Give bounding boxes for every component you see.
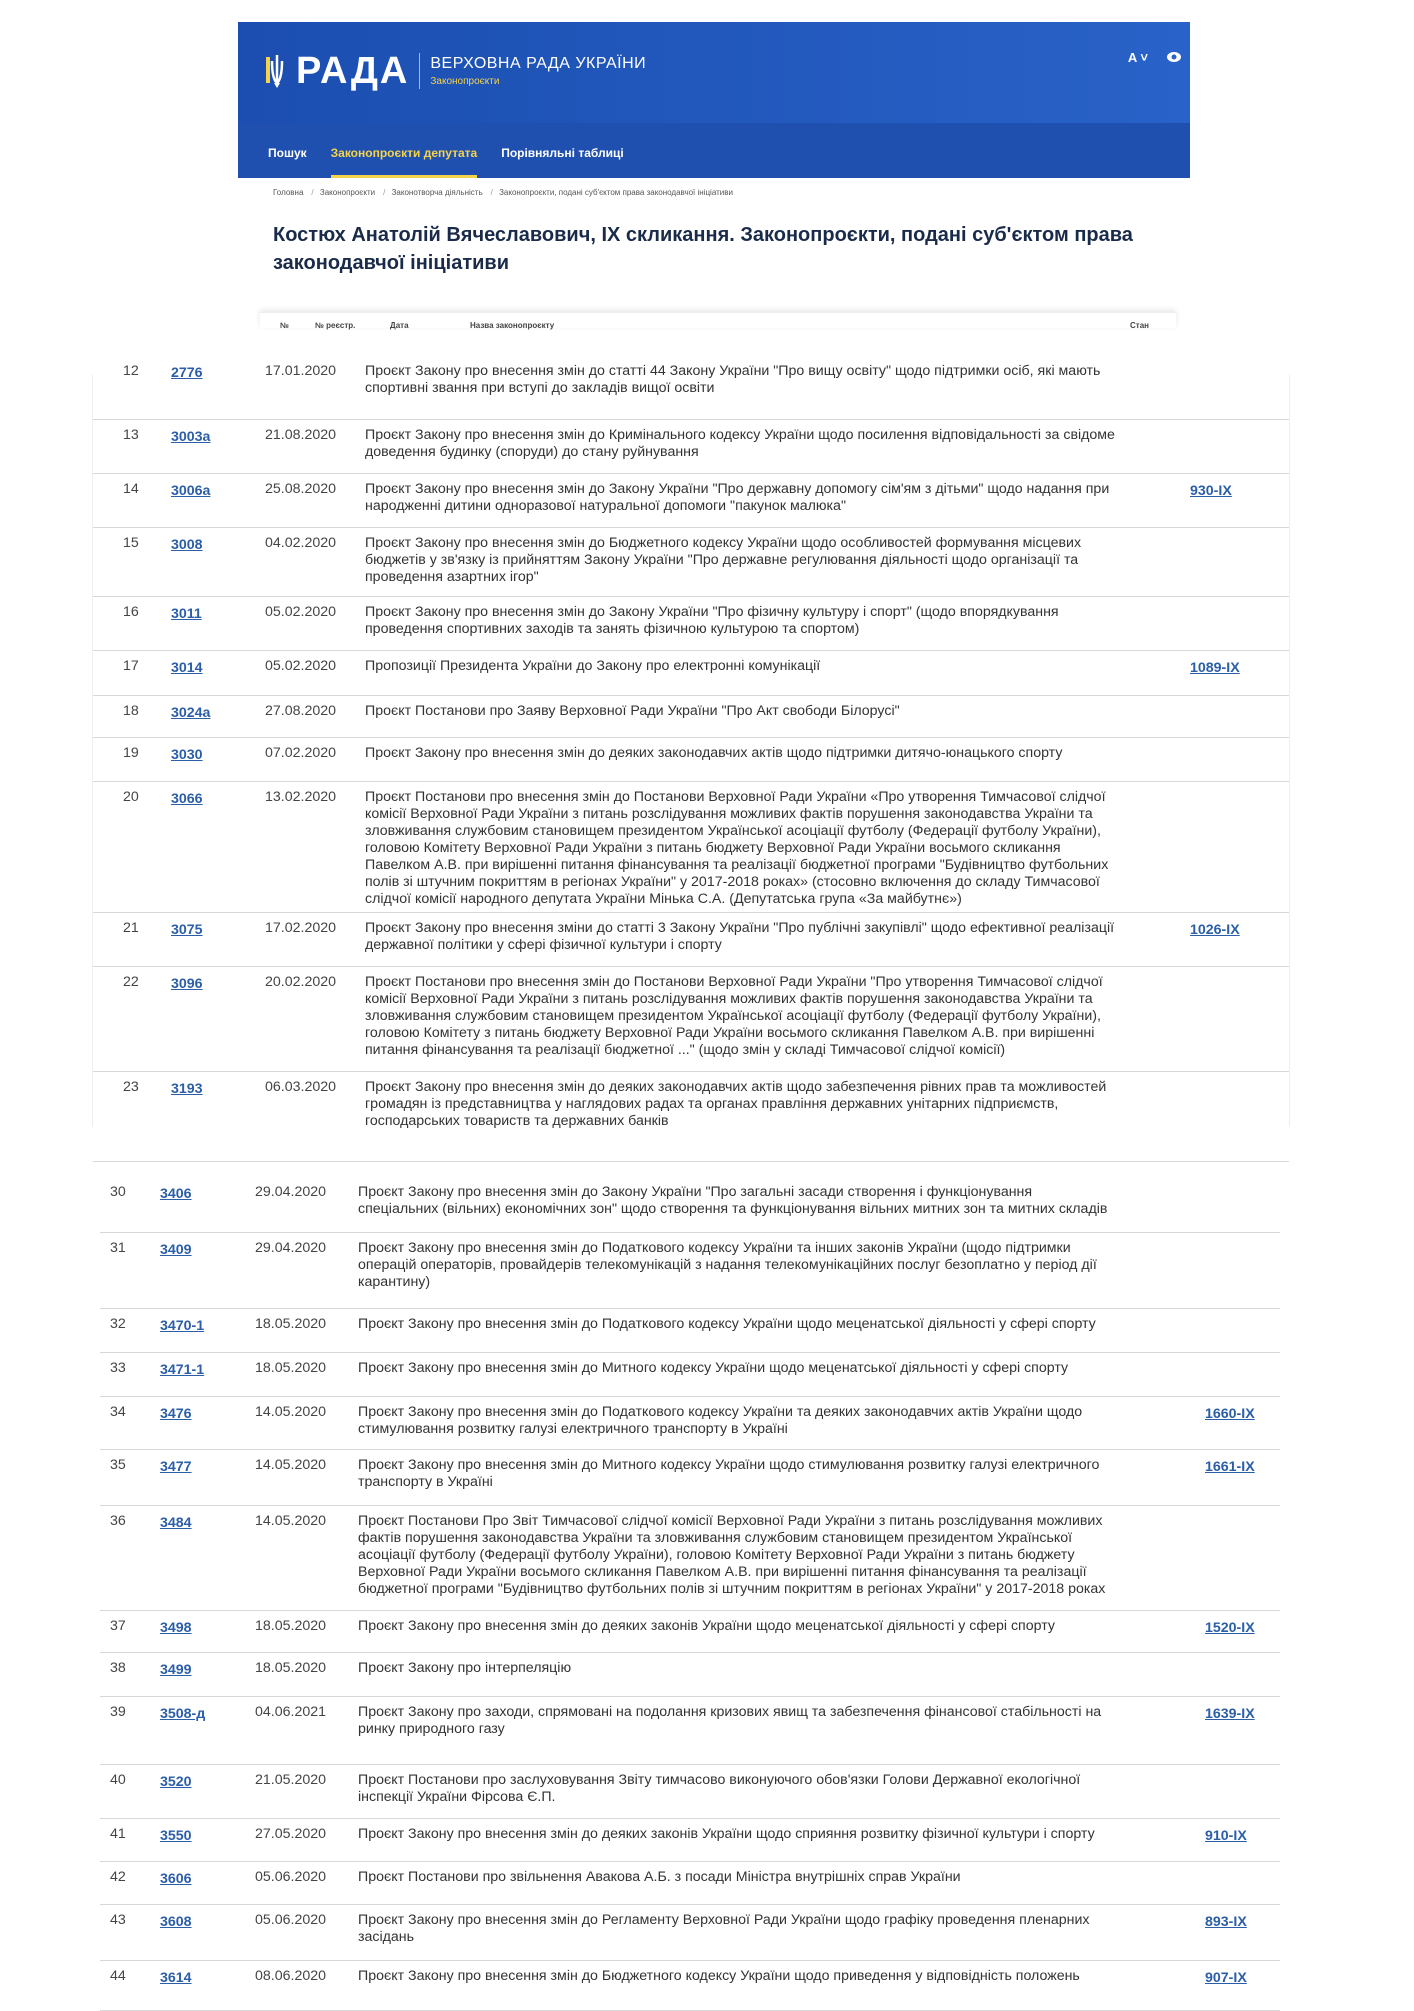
row-number: 15 [123,535,139,551]
bill-title: Проєкт Закону про внесення змін до Митного кодексу України щодо меценатської діяльності у сфері спорту [358,1360,1069,1376]
table-row [100,1396,1280,1450]
bill-number-link[interactable]: 3006а [171,483,211,499]
bill-title: Проєкт Закону про внесення змін до Митного кодексу України щодо стимулювання розвитку галузі електричного транспорту в Україні [358,1457,1100,1490]
row-number: 30 [110,1184,126,1200]
row-number: 44 [110,1968,126,1984]
law-number-link[interactable]: 1026-IX [1190,922,1240,938]
row-number: 43 [110,1912,126,1928]
font-size-label: A [1127,50,1137,65]
table-row [93,527,1289,597]
col-header-title: Назва законопроєкту [470,321,555,330]
row-number: 38 [110,1660,126,1676]
bill-title: Проєкт Постанови Про Звіт Тимчасової слідчої комісії Верховної Ради України з питань розслідування можливих фактів порушення законодавства України та зловживання службовим становищем президентом Української асоціації футболу (Федерації футболу України), головою Комітету Верховної Ради України з питань бюджету Верховної Ради України восьмого скликання Павелком А.В. при вирішенні питання фінансування та реалізації бюджетної програми "Будівництво футбольних полів зі штучним покриттям в регіонах України" у 2017-2018 роках [358,1513,1106,1597]
registration-date: 14.05.2020 [255,1404,327,1420]
row-number: 36 [110,1513,126,1529]
registration-date: 18.05.2020 [255,1618,327,1634]
law-number-link[interactable]: 1661-IX [1205,1459,1255,1475]
bill-number-link[interactable]: 3406 [160,1186,192,1202]
registration-date: 18.05.2020 [255,1660,327,1676]
bill-number-link[interactable]: 3066 [171,791,203,807]
bill-number-link[interactable]: 3499 [160,1662,192,1678]
registration-date: 27.08.2020 [265,703,337,719]
site-title: ВЕРХОВНА РАДА УКРАЇНИ [430,55,647,72]
header-screenshot [238,22,1190,330]
bill-number-link[interactable]: 3520 [160,1774,192,1790]
registration-date: 05.06.2020 [255,1912,327,1928]
table-row [100,1505,1280,1611]
col-header-num: № [280,321,289,330]
bill-title: Проєкт Закону про внесення змін до Бюджетного кодексу України щодо приведення у відповідність положень [358,1968,1080,1984]
law-number-link[interactable]: 907-IX [1205,1970,1247,1986]
logo-separator [419,53,420,89]
bill-number-link[interactable]: 3011 [171,606,202,622]
bill-number-link[interactable]: 3024а [171,705,211,721]
font-size-control[interactable] [1128,50,1148,65]
col-header-date: Дата [390,321,409,330]
table-row [93,912,1289,967]
breadcrumb: Головна / Законопроєкти / Законотворча діяльність / Законопроєкти, подані суб'єктом права законодавчої ініціативи [273,188,733,197]
registration-date: 07.02.2020 [265,745,337,761]
breadcrumb-bills[interactable]: Законопроєкти [319,188,376,197]
table-row [100,1308,1280,1353]
row-number: 14 [123,481,139,497]
bill-title: Проєкт Закону про інтерпеляцію [358,1660,572,1676]
bill-title: Проєкт Закону про внесення змін до Закону України "Про загальні засади створення і функціонування спеціальних (вільних) економічних зон" щодо створення та функціонування вільних митних зон та митних складів [358,1184,1108,1217]
bill-number-link[interactable]: 3508-д [160,1706,206,1722]
row-number: 39 [110,1704,126,1720]
bill-title: Проєкт Постанови про звільнення Авакова А.Б. з посади Міністра внутрішніх справ України [358,1869,961,1885]
row-number: 42 [110,1869,126,1885]
table-row [93,355,1289,420]
registration-date: 17.02.2020 [265,920,337,936]
bill-title: Проєкт Закону про внесення змін до статті 44 Закону України "Про вищу освіту" щодо підтримки осіб, які мають спортивні звання при вступі до закладів вищої освіти [365,363,1101,396]
row-number: 13 [123,427,139,443]
site-subtitle: Законопроєкти [430,76,500,87]
table-row [93,1071,1289,1162]
bill-title: Проєкт Закону про внесення змін до Податкового кодексу України щодо меценатської діяльності у сфері спорту [358,1316,1096,1332]
registration-date: 18.05.2020 [255,1316,327,1332]
bill-title: Проєкт Закону про внесення змін до Регламенту Верховної Ради України щодо графіку проведення пленарних засідань [358,1912,1090,1945]
table-row [93,695,1289,738]
row-number: 35 [110,1457,126,1473]
breadcrumb-current: Законопроєкти, подані суб'єктом права законодавчої ініціативи [499,188,733,197]
row-number: 20 [123,789,139,805]
bill-number-link[interactable]: 3484 [160,1515,192,1531]
registration-date: 08.06.2020 [255,1968,327,1984]
row-number: 19 [123,745,139,761]
registration-date: 20.02.2020 [265,974,337,990]
bill-number-link[interactable]: 3550 [160,1828,192,1844]
registration-date: 21.08.2020 [265,427,337,443]
bill-title: Проєкт Закону про внесення змін до Закону України "Про державну допомогу сім'ям з дітьми" щодо надання при народженні дитини одноразової натуральної допомоги "пакунок малюка" [365,481,1110,514]
table-row [93,419,1289,474]
bill-title: Проєкт Постанови про внесення змін до Постанови Верховної Ради України «Про утворення Тимчасової слідчої комісії Верховної Ради України з питань розслідування можливих фактів порушення законодавства України та зловживання службовим становищем президентом Української асоціації футболу (Федерації футболу України), головою Комітету Верховної Ради України з питань бюджету Верховної Ради України восьмого скликання Павелком А.В. при вирішенні питання фінансування та реалізації бюджетної програми "Будівництво футбольних полів зі штучним покриттям в регіонах України" у 2017-2018 роках» (стосовно включення до складу Тимчасової слідчої комісії народного депутата України Мінька С.А. (Депутатська група «За майбутнє») [365,789,1109,907]
table-row [100,1232,1280,1309]
row-number: 40 [110,1772,126,1788]
row-number: 17 [123,658,139,674]
bills-table-part1 [92,363,1290,1129]
law-number-link[interactable]: 893-IX [1205,1914,1247,1930]
bill-number-link[interactable]: 3096 [171,976,203,992]
bill-title: Пропозиції Президента України до Закону про електронні комунікації [365,658,821,674]
table-row [100,1818,1280,1862]
registration-date: 14.05.2020 [255,1457,327,1473]
top-bar [238,22,1190,123]
table-row [100,1176,1280,1233]
registration-date: 05.06.2020 [255,1869,327,1885]
nav-comparison-tables[interactable]: Порівняльні таблиці [501,146,624,160]
law-number-link[interactable]: 1520-IX [1205,1620,1255,1636]
bill-number-link[interactable]: 3471-1 [160,1362,205,1378]
table-row [93,781,1289,913]
row-number: 32 [110,1316,126,1332]
bill-number-link[interactable]: 3409 [160,1242,192,1258]
table-row [100,1352,1280,1397]
logo-text-block [430,55,646,87]
table-row [100,1904,1280,1961]
bill-number-link[interactable]: 3075 [171,922,203,938]
bill-title: Проєкт Закону про внесення змін до деяких законодавчих актів щодо забезпечення рівних прав та можливостей громадян із представництва у наглядових радах та органах правління державних унітарних підприємств, господарських товариств та державних банків [365,1079,1107,1129]
registration-date: 17.01.2020 [265,363,337,379]
bill-number-link[interactable]: 3477 [160,1459,192,1475]
bill-title: Проєкт Постанови про внесення змін до Постанови Верховної Ради України "Про утворення Тимчасової слідчої комісії Верховної Ради України з питань розслідування можливих фактів порушення законодавства України та зловживання службовим становищем президентом Української асоціації футболу (Федерації футболу України), головою Комітету з питань бюджету Верховної Ради України восьмого скликання Павелком А.В. при вирішенні питання фінансування та реалізації бюджетної ..." (щодо змін у складі Тимчасової слідчої комісії) [365,974,1103,1058]
registration-date: 13.02.2020 [265,789,337,805]
trident-icon [266,53,288,89]
row-number: 22 [123,974,139,990]
bill-number-link[interactable]: 3003а [171,429,211,445]
nav-deputy-bills[interactable]: Законопроєкти депутата [331,146,478,178]
table-row [93,650,1289,696]
bill-number-link[interactable]: 3476 [160,1406,192,1422]
table-row [93,737,1289,782]
registration-date: 04.06.2021 [255,1704,327,1720]
col-header-reg: № реєстр. [315,321,356,330]
page-title: Костюх Анатолій Вячеславович, IX скликання. Законопроєкти, подані суб'єктом права законодавчої ініціативи [273,224,1133,274]
bill-number-link[interactable]: 3008 [171,537,203,553]
bill-title: Проєкт Закону про внесення змін до деяких законодавчих актів щодо підтримки дитячо-юнацького спорту [365,745,1063,761]
eye-icon[interactable] [1166,50,1182,64]
row-number: 23 [123,1079,139,1095]
row-number: 21 [123,920,139,936]
table-row [100,1861,1280,1905]
table-row [93,596,1289,651]
row-number: 12 [123,363,139,379]
bill-title: Проєкт Постанови про Заяву Верховної Ради України "Про Акт свободи Білорусі" [365,703,900,719]
bill-title: Проєкт Закону про внесення змін до Податкового кодексу України та інших законів України (щодо підтримки операцій операторів, провайдерів телекомунікацій з надання телекомунікаційних послуг безоплатно у період дії карантину) [358,1240,1097,1290]
registration-date: 21.05.2020 [255,1772,327,1788]
table-row [100,1610,1280,1653]
bill-number-link[interactable]: 3470-1 [160,1318,205,1334]
registration-date: 18.05.2020 [255,1360,327,1376]
site-logo[interactable] [266,52,646,90]
registration-date: 25.08.2020 [265,481,337,497]
row-number: 18 [123,703,139,719]
bills-table-part2 [100,1178,1280,2000]
registration-date: 14.05.2020 [255,1513,327,1529]
table-row [100,1764,1280,1819]
table-row [100,1652,1280,1697]
registration-date: 06.03.2020 [265,1079,337,1095]
bill-number-link[interactable]: 3608 [160,1914,192,1930]
row-number: 16 [123,604,139,620]
breadcrumb-home[interactable]: Головна [273,188,304,197]
table-row [93,966,1289,1072]
table-row [100,1449,1280,1506]
bill-title: Проєкт Закону про внесення змін до Бюджетного кодексу України щодо особливостей формування місцевих бюджетів у зв'язку із прийняттям Закону України "Про державне регулювання діяльності щодо організації та проведення азартних ігор" [365,535,1082,585]
registration-date: 27.05.2020 [255,1826,327,1842]
bill-number-link[interactable]: 2776 [171,365,203,381]
logo-rada-text: РАДА [296,50,410,92]
breadcrumb-legislative[interactable]: Законотворча діяльність [391,188,483,197]
registration-date: 04.02.2020 [265,535,337,551]
bill-number-link[interactable]: 3193 [171,1081,203,1097]
law-number-link[interactable]: 910-IX [1205,1828,1247,1844]
law-number-link[interactable]: 1089-IX [1190,660,1240,676]
table-header-cut [260,312,1176,328]
bill-title: Проєкт Постанови про заслуховування Звіту тимчасово виконуючого обов'язки Голови Державної екологічної інспекції України Фірсова Є.П. [358,1772,1081,1805]
bill-title: Проєкт Закону про внесення змін до деяких законів України щодо меценатської діяльності у сфері спорту [358,1618,1055,1634]
col-header-status: Стан [1130,321,1149,330]
bill-title: Проєкт Закону про внесення змін до Кримінального кодексу України щодо посилення відповідальності за свідоме доведення будинку (споруди) до стану руйнування [365,427,1115,460]
law-number-link[interactable]: 930-IX [1190,483,1232,499]
bill-number-link[interactable]: 3614 [160,1970,192,1986]
registration-date: 05.02.2020 [265,604,337,620]
bill-title: Проєкт Закону про внесення змін до Закону України "Про фізичну культуру і спорт" (щодо впорядкування проведення спортивних заходів та занять фізичною культурою та спортом) [365,604,1059,637]
law-number-link[interactable]: 1660-IX [1205,1406,1255,1422]
registration-date: 05.02.2020 [265,658,337,674]
bill-number-link[interactable]: 3606 [160,1871,192,1887]
bill-title: Проєкт Закону про внесення змін до Податкового кодексу України та деяких законодавчих актів України щодо стимулювання розвитку галузі електричного транспорту в Україні [358,1404,1083,1437]
row-number: 31 [110,1240,126,1256]
bill-title: Проєкт Закону про внесення змін до деяких законів України щодо сприяння розвитку фізичної культури і спорту [358,1826,1095,1842]
main-nav [238,123,1190,178]
registration-date: 29.04.2020 [255,1240,327,1256]
registration-date: 29.04.2020 [255,1184,327,1200]
row-number: 33 [110,1360,126,1376]
chevron-down-icon: ˅ [1140,50,1148,65]
row-number: 34 [110,1404,126,1420]
bill-number-link[interactable]: 3498 [160,1620,192,1636]
row-number: 37 [110,1618,126,1634]
law-number-link[interactable]: 1639-IX [1205,1706,1255,1722]
bill-title: Проєкт Закону про заходи, спрямовані на подолання кризових явищ та забезпечення фінансової стабільності на ринку природного газу [358,1704,1102,1737]
nav-search[interactable]: Пошук [268,146,307,160]
bill-title: Проєкт Закону про внесення зміни до статті 3 Закону України "Про публічні закупівлі" щодо ефективної реалізації державної політики у сфері фізичної культури і спорту [365,920,1115,953]
table-row [100,1696,1280,1765]
table-row [93,473,1289,528]
bill-number-link[interactable]: 3014 [171,660,203,676]
bill-number-link[interactable]: 3030 [171,747,203,763]
table-row [100,1960,1280,2011]
row-number: 41 [110,1826,126,1842]
